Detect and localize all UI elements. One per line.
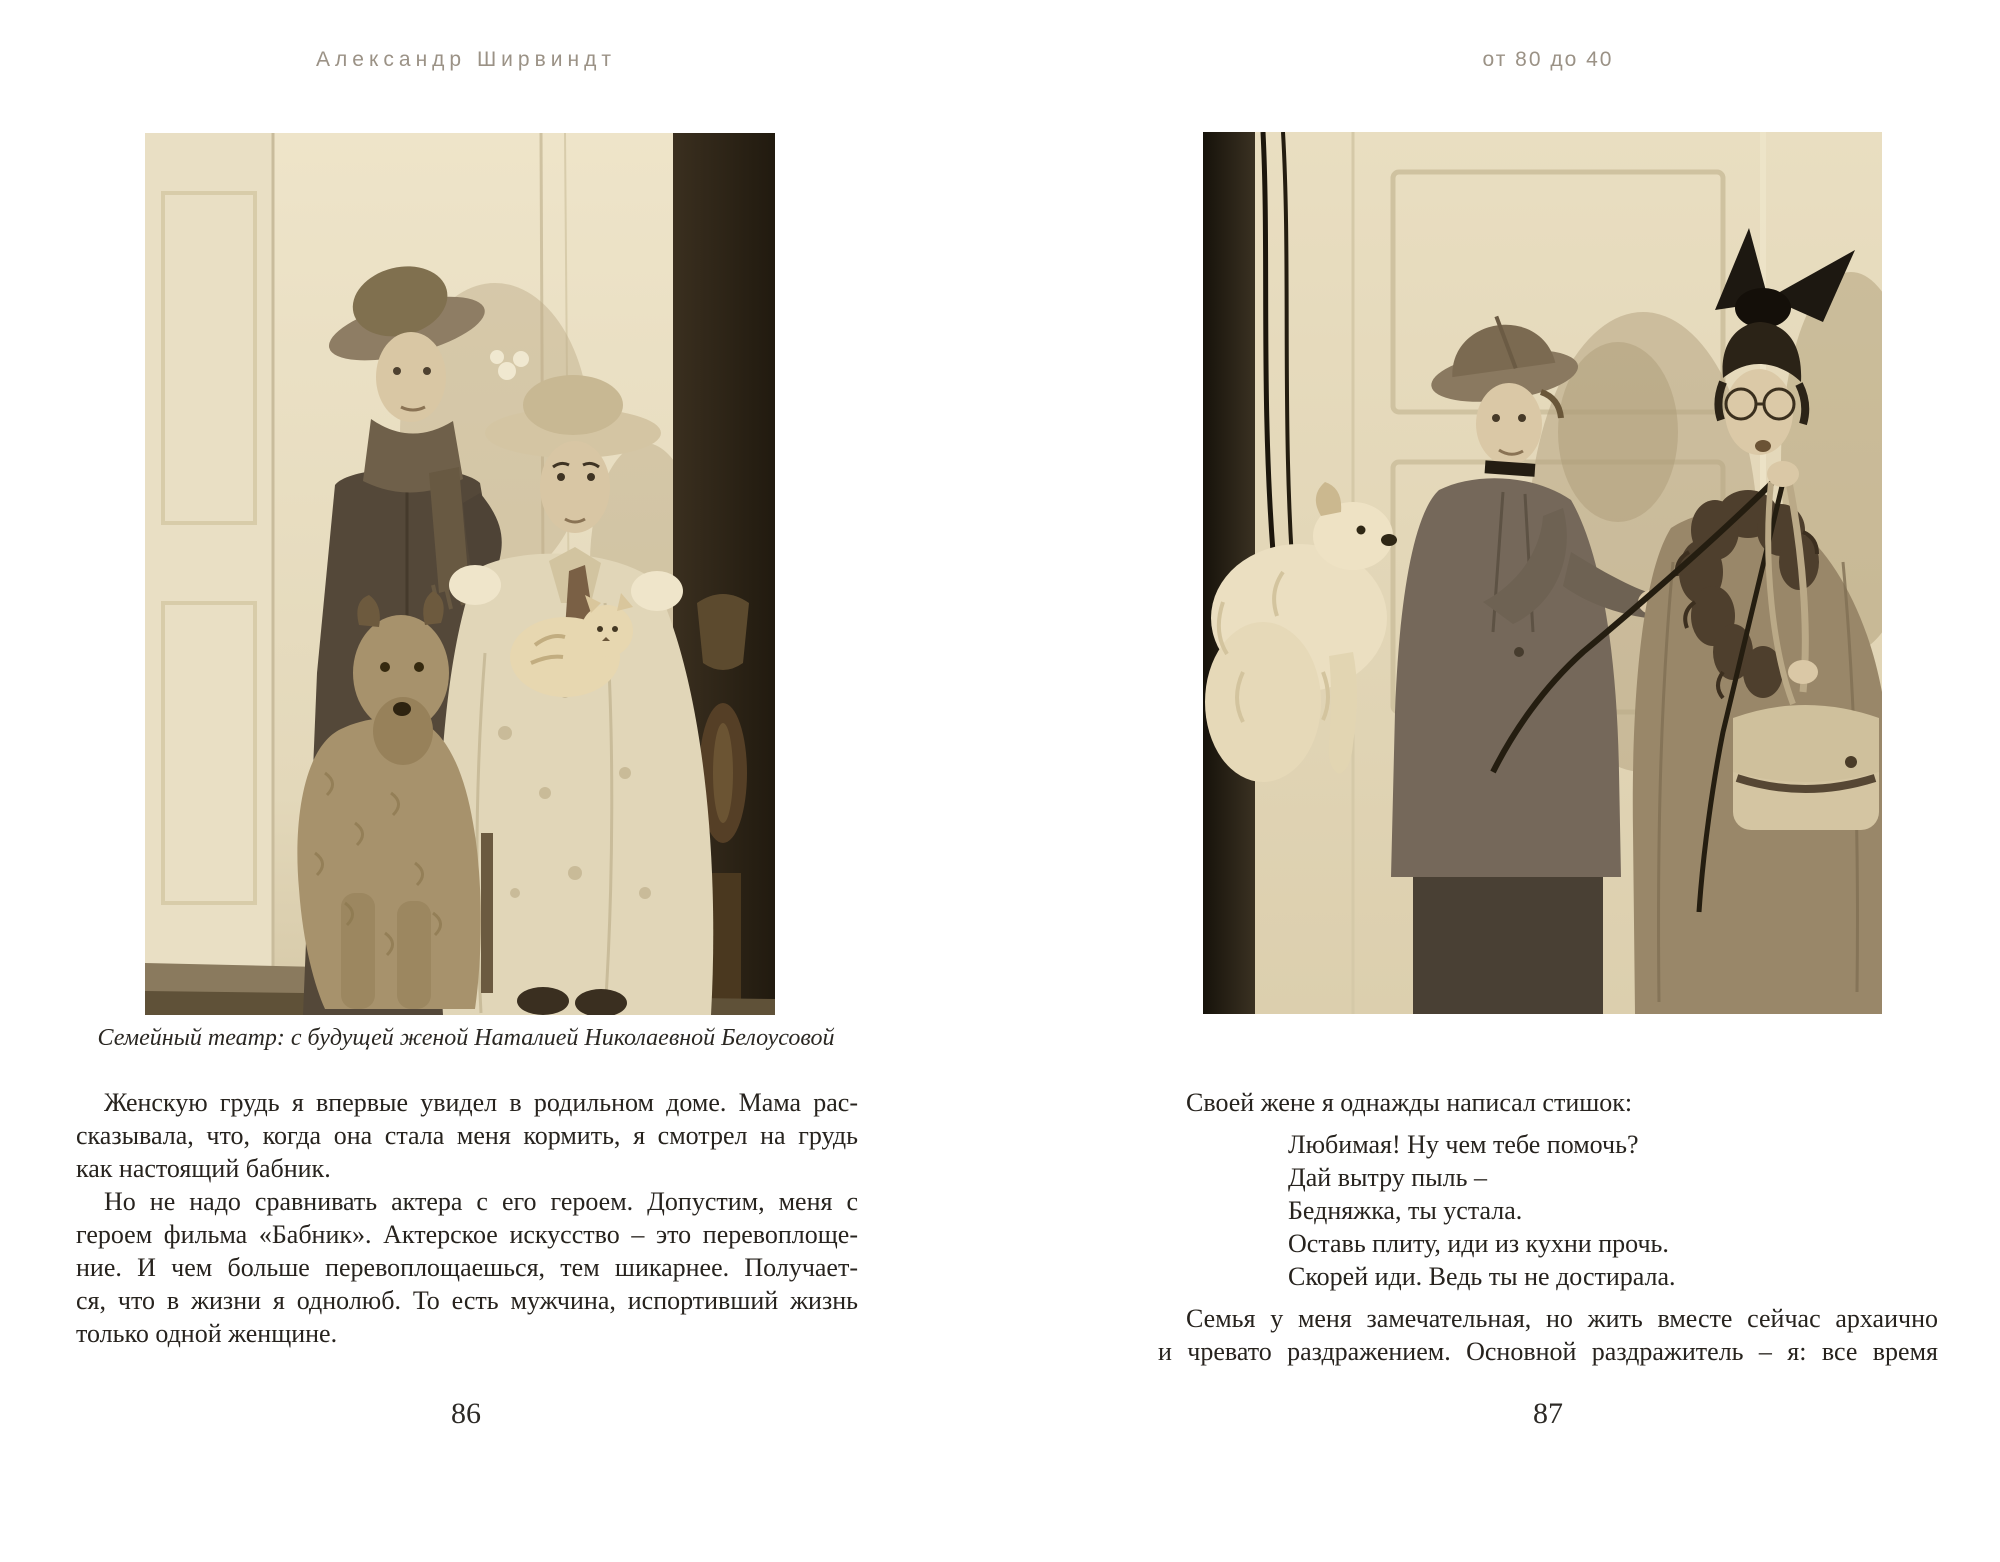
- left-running-head: Александр Ширвиндт: [316, 48, 616, 71]
- text-line: как настоящий бабник.: [76, 1154, 331, 1183]
- poem-block: [1288, 1128, 1938, 1293]
- couple-with-dog-photo: [1203, 132, 1882, 1014]
- text-line: ся, что в жизни я однолюб. То есть мужчина, испортивший жизнь: [76, 1286, 858, 1315]
- right-running-head: от 80 до 40: [1482, 48, 1614, 71]
- text-line: Оставь плиту, иди из кухни прочь.: [1288, 1229, 1669, 1258]
- text-line: только одной женщине.: [76, 1319, 338, 1348]
- left-page-number: 86: [451, 1397, 481, 1430]
- family-theatre-photo: [145, 133, 775, 1015]
- text-line: Своей жене я однажды написал стишок:: [1186, 1088, 1633, 1117]
- text-line: Женскую грудь я впервые увидел в родильном доме. Мама рас-: [104, 1088, 858, 1117]
- intro-lines: [1158, 1086, 1938, 1119]
- text-line: Но не надо сравнивать актера с его героем. Допустим, меня с: [104, 1187, 858, 1216]
- paragraph-lines: [1158, 1302, 1938, 1368]
- right-page-number: 87: [1533, 1397, 1563, 1430]
- text-line: Любимая! Ну чем тебе помочь?: [1288, 1130, 1639, 1159]
- text-line: героем фильма «Бабник». Актерское искусство – это перевоплоще-: [76, 1220, 858, 1249]
- text-line: ние. И чем больше перевоплощаешься, тем шикарнее. Получает-: [76, 1253, 858, 1282]
- handbag: [1733, 705, 1879, 830]
- text-line: Дай вытру пыль –: [1288, 1163, 1487, 1192]
- text-line: Скорей иди. Ведь ты не достирала.: [1288, 1262, 1676, 1291]
- left-body-text: [76, 1086, 858, 1350]
- family-theatre-photo-art: [145, 133, 775, 1015]
- couple-with-dog-photo-art: [1203, 132, 1882, 1014]
- right-body-text: [1158, 1086, 1938, 1368]
- photo-caption: Семейный театр: с будущей женой Наталией Николаевной Белоусовой: [97, 1025, 835, 1051]
- text-line: Семья у меня замечательная, но жить вместе сейчас архаично: [1186, 1304, 1938, 1333]
- text-line: и чревато раздражением. Основной раздражитель – я: все время: [1158, 1337, 1938, 1366]
- text-line: Бедняжка, ты устала.: [1288, 1196, 1523, 1225]
- text-line: сказывала, что, когда она стала меня кормить, я смотрел на грудь: [76, 1121, 858, 1150]
